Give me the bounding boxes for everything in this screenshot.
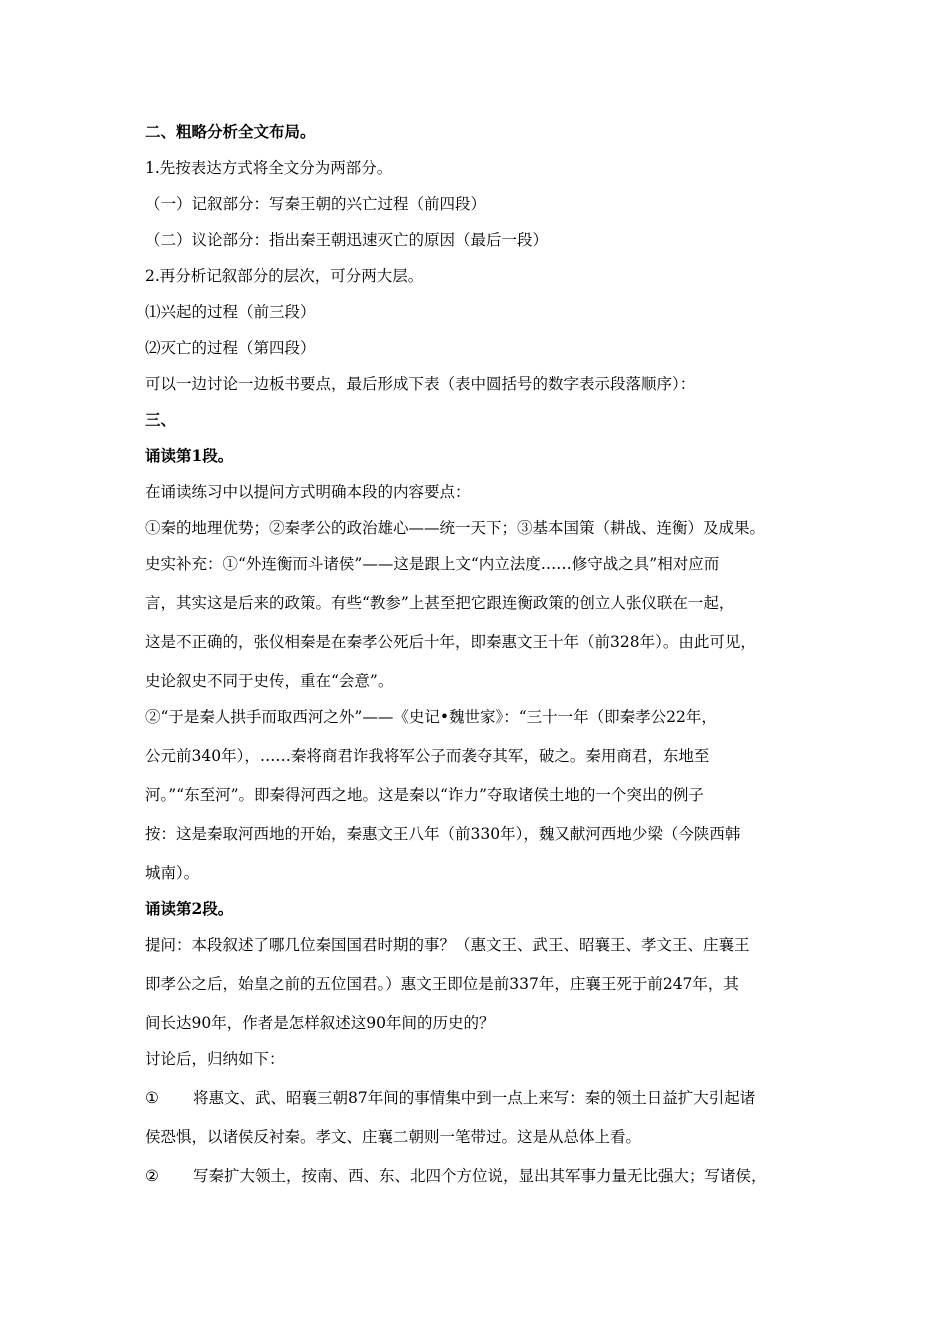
para2-item1-line1: [145, 1086, 825, 1110]
para1-heading: 诵读第1段。: [145, 446, 234, 465]
item2-number: ②: [145, 1167, 159, 1185]
para2-summary: 讨论后，归纳如下：: [145, 1050, 285, 1068]
section2-heading: 二、粗略分析全文布局。: [145, 122, 316, 141]
item2-text: 写秦扩大领土，按南、西、东、北四个方位说，显出其军事力量无比强大；写诸侯，: [193, 1167, 767, 1185]
document-page: [145, 120, 825, 1188]
para1-supp-line: 史论叙史不同于史传，重在“会意”。: [145, 672, 394, 690]
item1-number: ①: [145, 1089, 159, 1107]
section2-item1: 1.先按表达方式将全文分为两部分。: [145, 159, 393, 177]
para2-question-line: 间长达90年，作者是怎样叙述这90年间的历史的？: [145, 1014, 495, 1032]
para2-item1-line2: 侯恐惧，以诸侯反衬秦。孝文、庄襄二朝则一笔带过。这是从总体上看。: [145, 1128, 642, 1146]
item1-text: 将惠文、武、昭襄三朝87年间的事情集中到一点上来写：秦的领土日益扩大引起诸: [193, 1089, 756, 1107]
section2-layer2: ⑵灭亡的过程（第四段）: [145, 339, 316, 357]
para2-heading: 诵读第2段。: [145, 899, 234, 918]
para1-supp2-line: 河。”“东至河”。即秦得河西之地。这是秦以“诈力”夺取诸侯土地的一个突出的例子: [145, 786, 704, 804]
section2-item2: 2.再分析记叙部分的层次，可分两大层。: [145, 267, 424, 285]
section2-layer1: ⑴兴起的过程（前三段）: [145, 303, 316, 321]
para1-supp2-line: 公元前340年），……秦将商君诈我将军公子而袭夺其军，破之。秦用商君，东地至: [145, 747, 710, 765]
para1-supp-line: 这是不正确的，张仪相秦是在秦孝公死后十年，即秦惠文王十年（前328年）。由此可见，: [145, 633, 756, 651]
section2-part1: （一）记叙部分：写秦王朝的兴亡过程（前四段）: [145, 195, 487, 213]
para2-item2-line1: [145, 1164, 825, 1188]
section3-heading: 三、: [145, 410, 177, 429]
para1-supp2-line: 按：这是秦取河西地的开始，秦惠文王八年（前330年），魏又献河西地少梁（今陕西韩: [145, 825, 741, 843]
para1-supp-line: 言，其实这是后来的政策。有些“教参”上甚至把它跟连衡政策的创立人张仪联在一起，: [145, 594, 735, 612]
para1-intro: 在诵读练习中以提问方式明确本段的内容要点：: [145, 483, 471, 501]
para1-supp-line: 史实补充：①“外连衡而斗诸侯”——这是跟上文“内立法度……修守战之具”相对应而: [145, 555, 720, 573]
para2-question-line: 提问：本段叙述了哪几位秦国国君时期的事？（惠文王、武王、昭襄王、孝文王、庄襄王: [145, 936, 750, 954]
para1-supp2-line: 城南）。: [145, 864, 200, 882]
section2-note: 可以一边讨论一边板书要点，最后形成下表（表中圆括号的数字表示段落顺序）：: [145, 375, 696, 393]
section2-part2: （二）议论部分：指出秦王朝迅速灭亡的原因（最后一段）: [145, 231, 549, 249]
para2-question-line: 即孝公之后，始皇之前的五位国君。）惠文王即位是前337年，庄襄王死于前247年，其: [145, 975, 739, 993]
para1-supp2-line: ②“于是秦人拱手而取西河之外”——《史记•魏世家》：“三十一年（即秦孝公22年，: [145, 708, 717, 726]
para1-points: ①秦的地理优势；②秦孝公的政治雄心——统一天下；③基本国策（耕战、连衡）及成果。: [145, 519, 766, 537]
